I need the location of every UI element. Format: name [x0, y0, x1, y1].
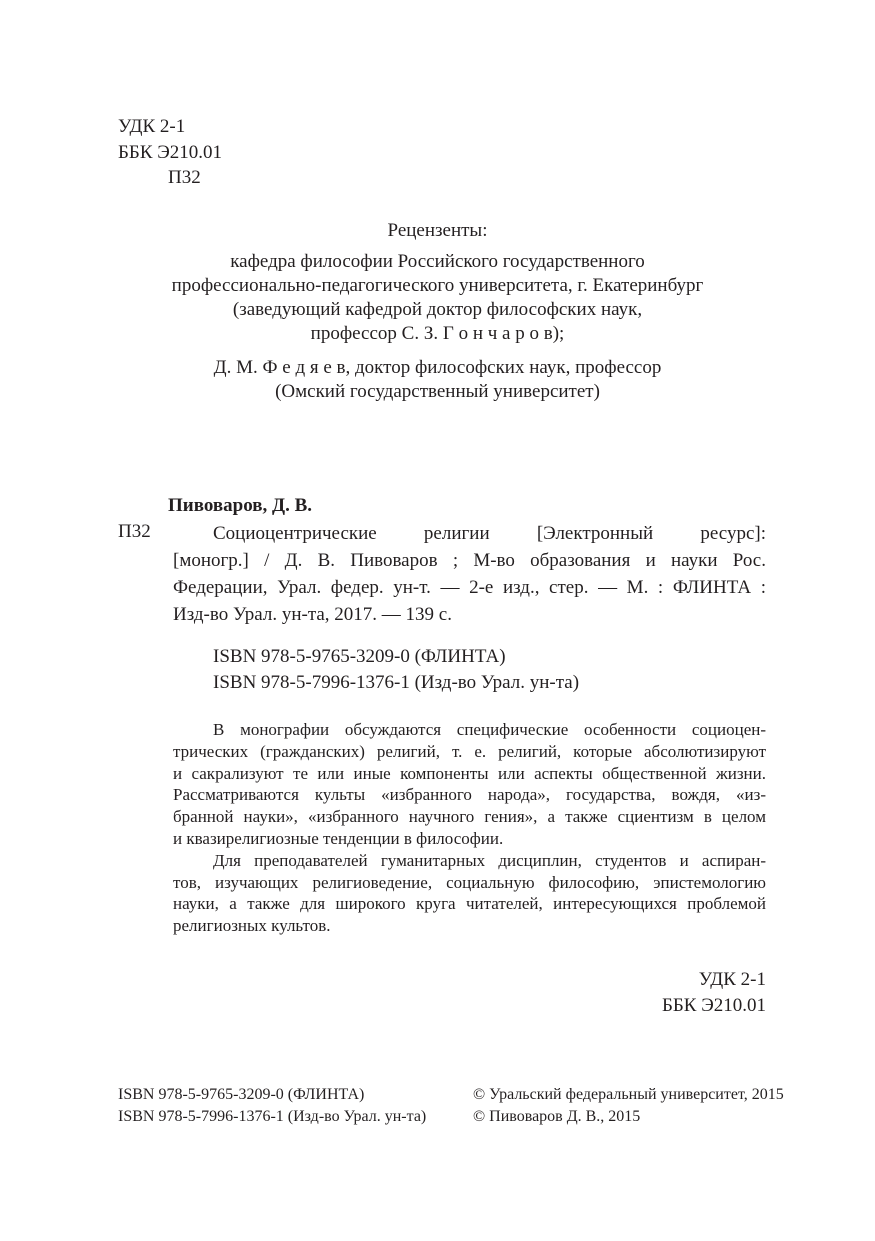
reviewer-1-line: профессионально-педагогического университета, г. Екатеринбург [171, 275, 704, 296]
bottom-isbn-line: ISBN 978-5-9765-3209-0 (ФЛИНТА) [118, 1086, 365, 1103]
footer-bbk: ББК Э210.01 [661, 995, 766, 1016]
entry-author: Пивоваров, Д. В. [168, 495, 312, 516]
footer-udk: УДК 2-1 [698, 969, 766, 990]
abstract-line: религиозных культов. [173, 916, 331, 936]
entry-isbn-line: ISBN 978-5-9765-3209-0 (ФЛИНТА) [213, 646, 506, 667]
author-mark: П32 [168, 167, 201, 188]
entry-isbn-line: ISBN 978-5-7996-1376-1 (Изд-во Урал. ун-та) [213, 672, 580, 693]
bottom-copyright [473, 1084, 784, 1128]
reviewers-title: Рецензенты: [387, 220, 488, 241]
entry-description-line: Социоцентрические религии [Электронный ресурс]: [213, 523, 766, 544]
abstract [173, 719, 766, 937]
bottom-isbn [118, 1084, 426, 1128]
entry-isbn [213, 644, 579, 696]
abstract-line: бранной науки», «избранного научного гения», а также сциентизм в целом [173, 807, 766, 827]
abstract-line: тов, изучающих религиоведение, социальную философию, эпистемологию [173, 872, 766, 892]
abstract-line: науки, а также для широкого круга читателей, интересующихся проблемой [173, 894, 766, 914]
abstract-line: Для преподавателей гуманитарных дисциплин, студентов и аспиран- [213, 850, 766, 870]
entry-description-line: Изд-во Урал. ун-та, 2017. — 139 с. [173, 604, 452, 625]
reviewer-1 [0, 250, 875, 346]
reviewer-1-line: (заведующий кафедрой доктор философских наук, [232, 299, 643, 320]
entry-description-line: Федерации, Урал. федер. ун-т. — 2-е изд., стер. — М. : ФЛИНТА : [173, 577, 766, 598]
footer-codes [466, 967, 766, 1019]
entry-mark: П32 [118, 521, 151, 542]
abstract-line: и квазирелигиозные тенденции в философии. [173, 828, 504, 848]
udk-code: УДК 2-1 [118, 116, 186, 137]
bbk-code: ББК Э210.01 [118, 142, 223, 163]
copyright-line: © Уральский федеральный университет, 2015 [473, 1086, 784, 1103]
bottom-isbn-line: ISBN 978-5-7996-1376-1 (Изд-во Урал. ун-та) [118, 1108, 427, 1125]
entry-description-line: [моногр.] / Д. В. Пивоваров ; М-во образования и науки Рос. [173, 550, 766, 571]
abstract-line: трических (гражданских) религий, т. е. религий, которые абсолютизируют [173, 741, 766, 761]
reviewer-1-line: кафедра философии Российского государственного [230, 251, 645, 272]
reviewer-2-line: Д. М. Ф е д я е в, доктор философских наук, профессор [213, 357, 662, 378]
reviewer-2 [0, 356, 875, 404]
abstract-line: и сакрализуют те или иные компоненты или аспекты общественной жизни. [173, 763, 766, 783]
reviewer-2-line: (Омский государственный университет) [275, 381, 600, 402]
abstract-line: Рассматриваются культы «избранного народа», государства, вождя, «из- [173, 785, 766, 805]
copyright-line: © Пивоваров Д. В., 2015 [473, 1108, 641, 1125]
abstract-line: В монографии обсуждаются специфические особенности социоцен- [213, 720, 766, 739]
entry-description [173, 520, 766, 628]
reviewer-1-line: профессор С. З. Г о н ч а р о в); [310, 323, 565, 344]
